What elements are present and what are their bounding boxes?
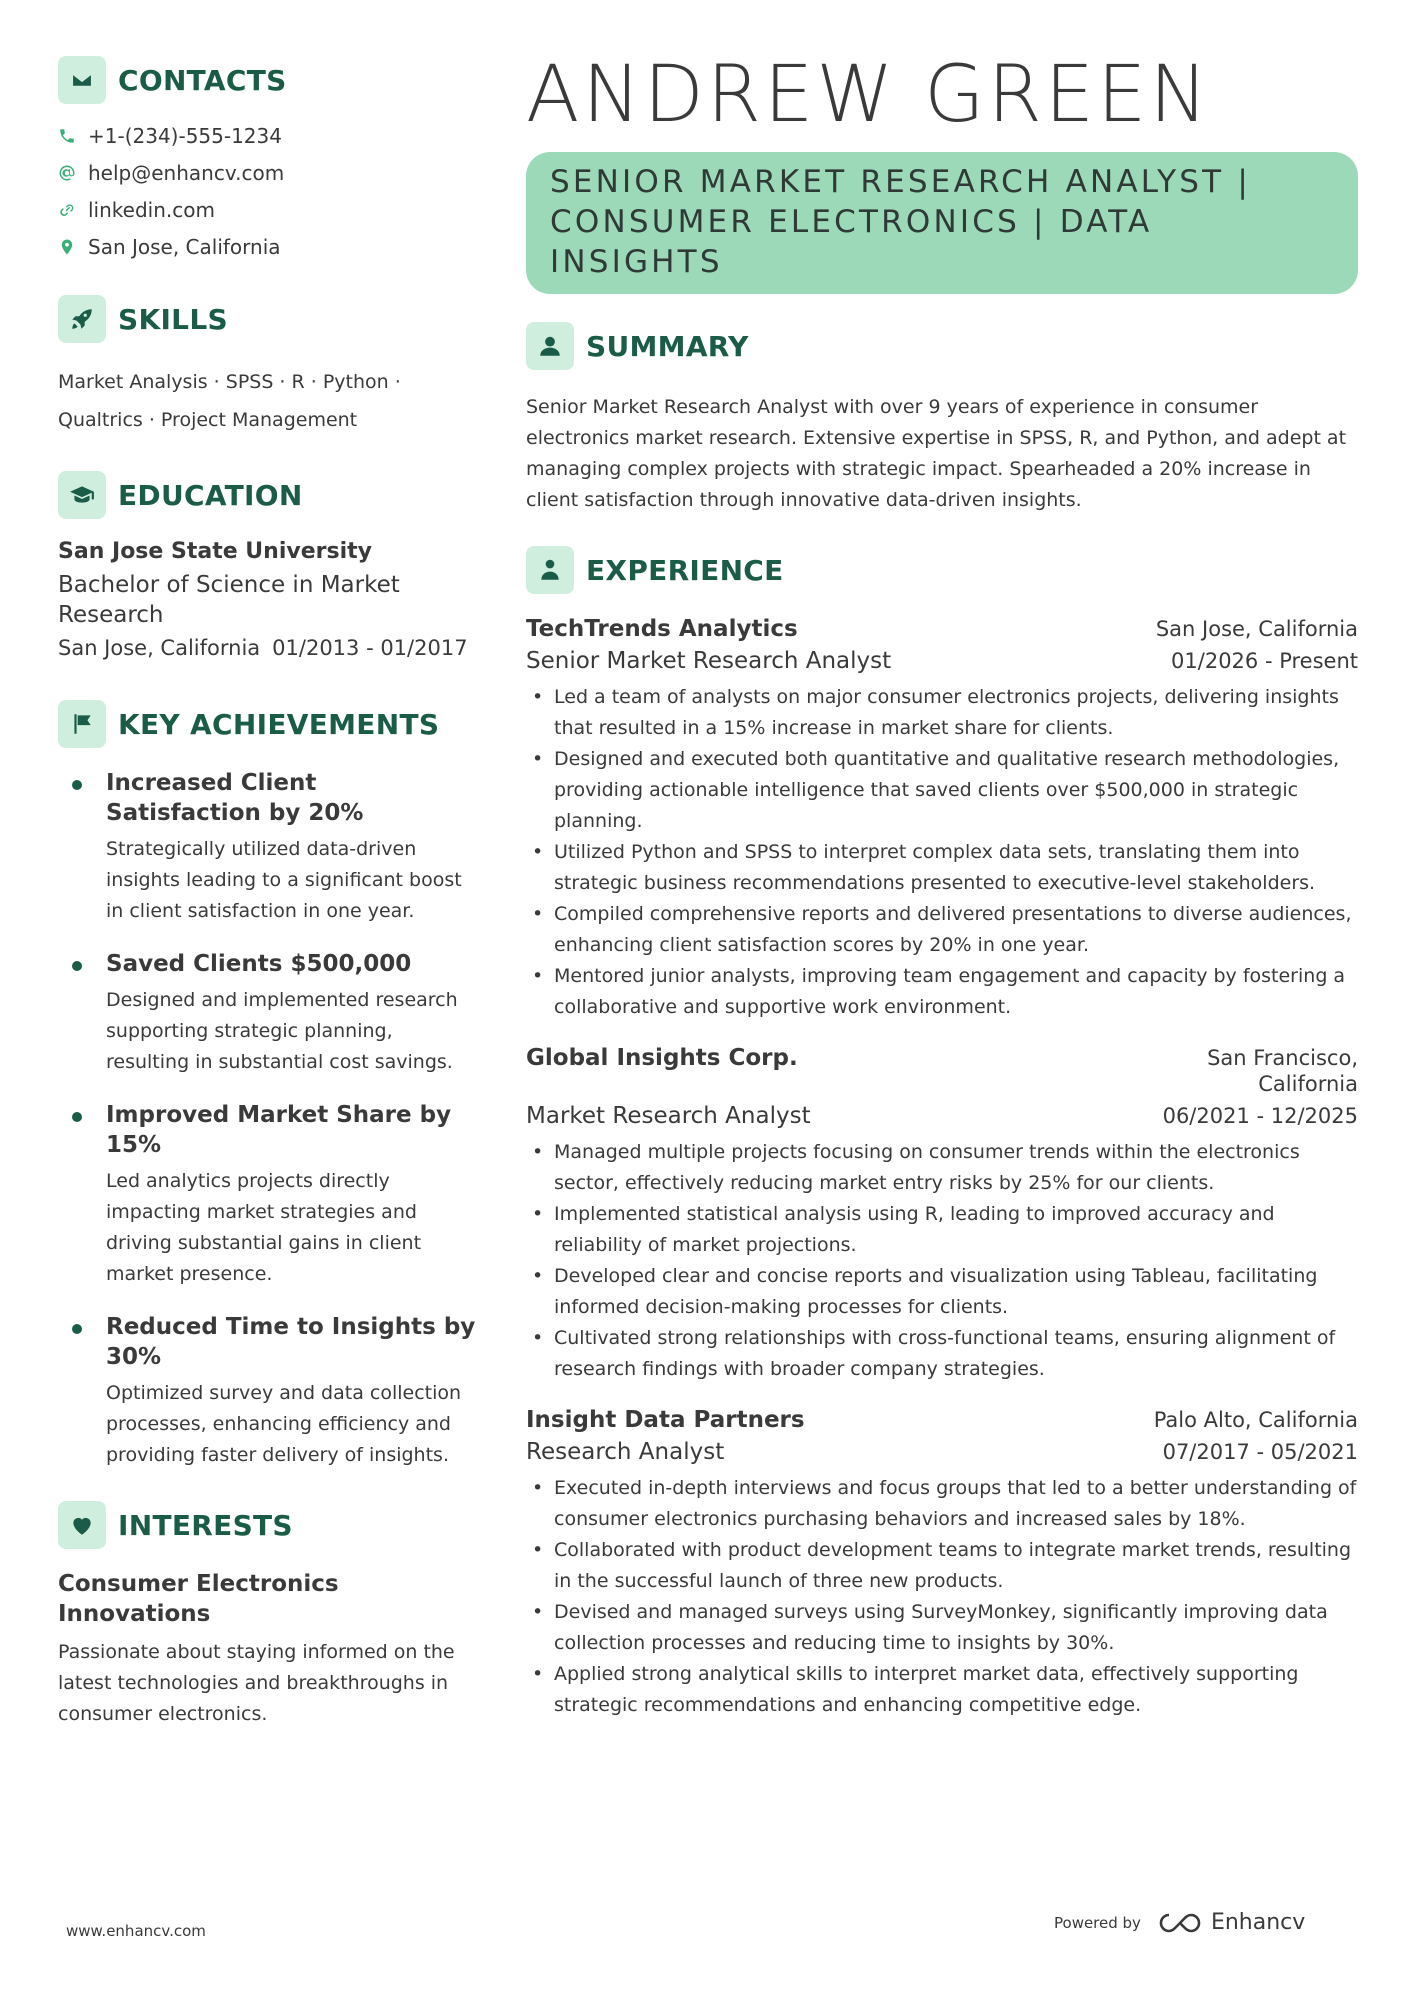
skills-line: Qualtrics · Project Management [58,409,358,431]
footer-website[interactable]: www.enhancv.com [66,1922,206,1940]
achievement-item [58,1100,478,1290]
job-bullet: • Compiled comprehensive reports and delivered presentations to diverse audiences, enhancing client satisfaction scores by 20% in one year. [526,899,1358,961]
education-title: EDUCATION [118,478,303,512]
job-location: Palo Alto, California [1153,1408,1358,1432]
achievements-header [58,700,478,748]
job-dates: 07/2017 - 05/2021 [1162,1440,1358,1464]
job-role: Market Research Analyst [526,1103,811,1129]
user-icon [526,322,574,370]
heart-icon [58,1501,106,1549]
candidate-name: ANDREW GREEN [526,50,1211,140]
contacts-title: CONTACTS [118,63,287,97]
location-pin-icon [58,237,76,257]
achievement-desc: Led analytics projects directly impacting market strategies and driving substantial gains in client market presence. [106,1170,422,1285]
job-bullet: • Utilized Python and SPSS to interpret complex data sets, translating them into strategic business recommendations presented to executive-level stakeholders. [526,837,1358,899]
job-bullet: • Devised and managed surveys using SurveyMonkey, significantly improving data collection processes and reducing time to insights by 30%. [526,1597,1358,1659]
summary-text: Senior Market Research Analyst with over 9 years of experience in consumer electronics market research. Extensive expertise in SPSS, R, and Python, and adept at managing complex projects with strategic impact. Spearheaded a 20% increase in client satisfaction through innovative data-driven insights. [526,396,1347,511]
job-bullet: • Mentored junior analysts, improving team engagement and capacity by fostering a collaborative and supportive work environment. [526,961,1358,1023]
job-bullets [526,1137,1358,1385]
right-column [526,50,1358,1741]
interest-desc: Passionate about staying informed on the latest technologies and breakthroughs in consumer electronics. [58,1641,455,1725]
phone-text: +1-(234)-555-1234 [88,124,282,148]
achievement-desc: Strategically utilized data-driven insights leading to a significant boost in client satisfaction in one year. [106,838,462,922]
powered-by-label: Powered by [1054,1913,1141,1932]
skills-title: SKILLS [118,302,228,336]
achievements-title: KEY ACHIEVEMENTS [118,707,440,741]
link-icon [58,200,76,220]
job-entry [526,1407,1358,1721]
job-bullet: • Applied strong analytical skills to interpret market data, effectively supporting strategic recommendations and enhancing competitive edge. [526,1659,1358,1721]
skills-list [58,363,478,439]
flag-icon [58,700,106,748]
email-text: help@enhancv.com [88,161,285,185]
enhancv-logo-icon [1157,1911,1203,1935]
contacts-header [58,56,478,104]
job-dates: 06/2021 - 12/2025 [1162,1104,1358,1128]
skills-header [58,295,478,343]
job-entry [526,1045,1358,1385]
enhancv-brand-text: Enhancv [1210,1910,1306,1935]
job-bullet: • Executed in-depth interviews and focus groups that led to a better understanding of consumer electronics purchasing behaviors and increased sales by 18%. [526,1473,1358,1535]
job-entry [526,616,1358,1023]
briefcase-user-icon [526,546,574,594]
contact-phone[interactable] [58,124,478,148]
graduation-cap-icon [58,471,106,519]
at-icon [58,163,76,183]
job-location: San Francisco, California [1207,1046,1358,1096]
footer-branding [1054,1910,1305,1935]
left-column [58,56,478,1730]
job-bullet: • Implemented statistical analysis using R, leading to improved accuracy and reliability of market projections. [526,1199,1358,1261]
education-dates: 01/2013 - 01/2017 [272,636,468,660]
rocket-icon [58,295,106,343]
linkedin-text: linkedin.com [88,198,215,222]
envelope-icon [58,56,106,104]
bullet-dot [72,1324,82,1334]
job-bullet: • Designed and executed both quantitative and qualitative research methodologies, providing actionable intelligence that saved clients over $500,000 in strategic planning. [526,744,1358,837]
bullet-dot [72,961,82,971]
education-location: San Jose, California [58,636,261,660]
achievement-desc: Designed and implemented research supporting strategic planning, resulting in substantial cost savings. [106,989,458,1073]
interests-header [58,1501,478,1549]
interests-title: INTERESTS [118,1508,293,1542]
experience-header [526,546,1358,594]
job-dates: 01/2026 - Present [1171,649,1358,673]
contact-email[interactable] [58,161,478,185]
bullet-dot [72,1112,82,1122]
achievement-title: Reduced Time to Insights by 30% [106,1314,476,1370]
job-company: TechTrends Analytics [526,616,798,642]
phone-icon [58,126,76,146]
job-bullet: • Led a team of analysts on major consumer electronics projects, delivering insights that resulted in a 15% increase in market share for clients. [526,682,1358,744]
bullet-dot [72,780,82,790]
achievement-title: Saved Clients $500,000 [106,951,412,977]
job-bullet: • Developed clear and concise reports and visualization using Tableau, facilitating informed decision-making processes for clients. [526,1261,1358,1323]
achievement-title: Improved Market Share by 15% [106,1102,452,1158]
enhancv-logo[interactable] [1157,1910,1305,1935]
skills-line: Market Analysis · SPSS · R · Python · [58,371,401,393]
experience-title: EXPERIENCE [586,553,784,587]
job-bullets [526,682,1358,1023]
achievement-title: Increased Client Satisfaction by 20% [106,770,364,826]
education-header [58,471,478,519]
education-school: San Jose State University [58,539,372,564]
education-degree: Bachelor of Science in Market Research [58,572,400,628]
location-text: San Jose, California [88,235,281,259]
contact-linkedin[interactable] [58,198,478,222]
achievements-list [58,768,478,1471]
summary-title: SUMMARY [586,329,749,363]
achievement-item [58,768,478,927]
job-bullet: • Managed multiple projects focusing on consumer trends within the electronics sector, effectively reducing market entry risks by 25% for our clients. [526,1137,1358,1199]
education-meta [58,636,478,660]
job-bullets [526,1473,1358,1721]
job-company: Insight Data Partners [526,1407,805,1433]
job-role: Senior Market Research Analyst [526,648,892,674]
interest-title: Consumer Electronics Innovations [58,1571,339,1627]
job-location: San Jose, California [1155,617,1358,641]
headline-box: SENIOR MARKET RESEARCH ANALYST | CONSUMER ELECTRONICS | DATA INSIGHTS [526,152,1358,294]
achievement-item [58,1312,478,1471]
job-role: Research Analyst [526,1439,725,1465]
summary-header [526,322,1358,370]
achievement-desc: Optimized survey and data collection processes, enhancing efficiency and providing faster delivery of insights. [106,1382,462,1466]
achievement-item [58,949,478,1078]
job-bullet: • Collaborated with product development teams to integrate market trends, resulting in the successful launch of three new products. [526,1535,1358,1597]
job-company: Global Insights Corp. [526,1045,798,1071]
job-bullet: • Cultivated strong relationships with cross-functional teams, ensuring alignment of research findings with broader company strategies. [526,1323,1358,1385]
contact-location [58,235,478,259]
